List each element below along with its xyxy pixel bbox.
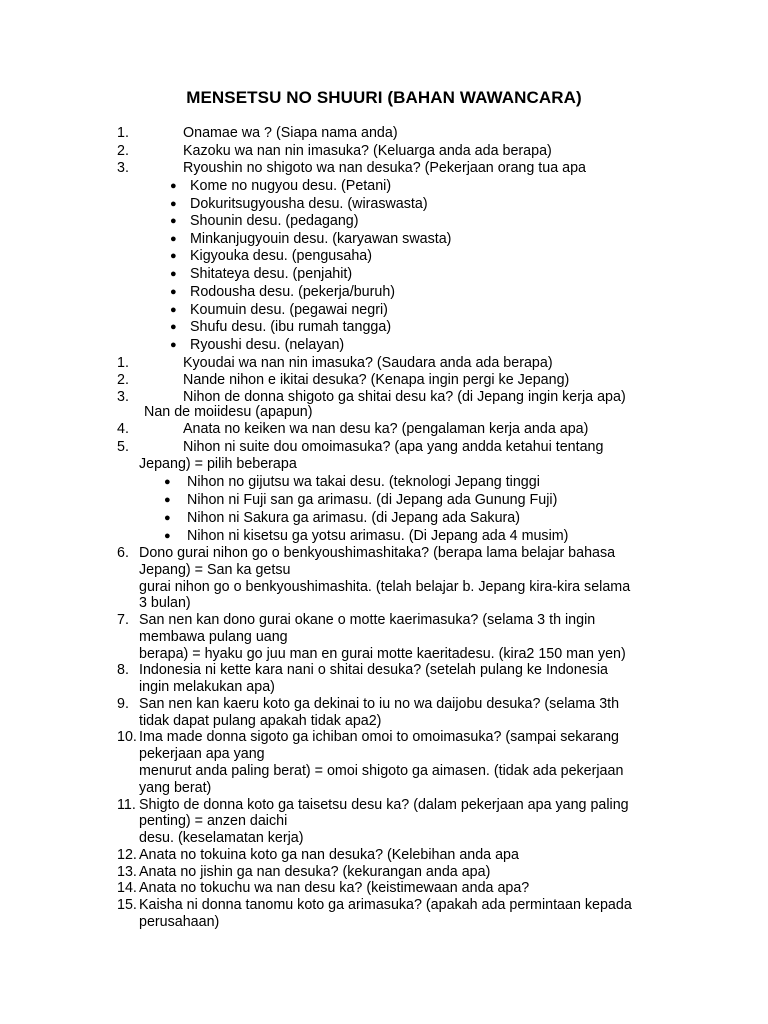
question-text: desu. (keselamatan kerja) (139, 830, 304, 846)
bullet-icon: ● (170, 321, 177, 333)
list-item: Kome no nugyou desu. (Petani) (190, 178, 392, 194)
question-text: Kaisha ni donna tanomu koto ga arimasuka? (apakah ada permintaan kepada (139, 897, 632, 913)
list-item: Rodousha desu. (pekerja/buruh) (190, 284, 396, 300)
bullet-icon: ● (164, 512, 171, 524)
question-text: ingin melakukan apa) (139, 679, 275, 695)
list-item: Shounin desu. (pedagang) (190, 213, 359, 229)
bullet-icon: ● (170, 286, 177, 298)
question-text: Indonesia ni kette kara nani o shitai desuka? (setelah pulang ke Indonesia (139, 662, 608, 678)
item-number: 2. (117, 143, 129, 159)
question-text: Nihon ni suite dou omoimasuka? (apa yang andda ketahui tentang (183, 439, 604, 455)
item-number: 1. (117, 355, 129, 371)
question-text: Dono gurai nihon go o benkyoushimashitaka? (berapa lama belajar bahasa (139, 545, 616, 561)
list-item: Nihon no gijutsu wa takai desu. (teknologi Jepang tinggi (187, 474, 540, 490)
question-text: menurut anda paling berat) = omoi shigoto ga aimasen. (tidak ada pekerjaan (139, 763, 624, 779)
bullet-icon: ● (164, 530, 171, 542)
document-title: MENSETSU NO SHUURI (BAHAN WAWANCARA) (186, 88, 582, 107)
question-text: San nen kan dono gurai okane o motte kaerimasuka? (selama 3 th ingin (139, 612, 596, 628)
question-text: Nan de moiidesu (apapun) (144, 404, 313, 420)
question-text: Jepang) = pilih beberapa (139, 456, 297, 472)
question-text: Anata no jishin ga nan desuka? (kekurangan anda apa) (139, 864, 491, 880)
bullet-icon: ● (170, 198, 177, 210)
bullet-icon: ● (170, 339, 177, 351)
question-text: Ryoushin no shigoto wa nan desuka? (Pekerjaan orang tua apa (183, 160, 586, 176)
list-item: Ryoushi desu. (nelayan) (190, 337, 345, 353)
item-number: 5. (117, 439, 129, 455)
list-item: Nihon ni Fuji san ga arimasu. (di Jepang ada Gunung Fuji) (187, 492, 558, 508)
item-number: 15. (117, 897, 137, 913)
question-text: yang berat) (139, 780, 212, 796)
question-text: gurai nihon go o benkyoushimashita. (telah belajar b. Jepang kira-kira selama (139, 579, 631, 595)
list-item: Kigyouka desu. (pengusaha) (190, 248, 373, 264)
question-text: Kazoku wa nan nin imasuka? (Keluarga anda ada berapa) (183, 143, 552, 159)
item-number: 10. (117, 729, 137, 745)
bullet-icon: ● (170, 250, 177, 262)
list-item: Shitateya desu. (penjahit) (190, 266, 353, 282)
bullet-icon: ● (164, 494, 171, 506)
item-number: 2. (117, 372, 129, 388)
question-text: 3 bulan) (139, 595, 191, 611)
bullet-icon: ● (164, 476, 171, 488)
question-text: tidak dapat pulang apakah tidak apa2) (139, 713, 382, 729)
question-text: penting) = anzen daichi (139, 813, 288, 829)
list-item: Nihon ni Sakura ga arimasu. (di Jepang ada Sakura) (187, 510, 520, 526)
item-number: 11. (117, 797, 136, 813)
question-text: Jepang) = San ka getsu (139, 562, 291, 578)
list-item: Minkanjugyouin desu. (karyawan swasta) (190, 231, 452, 247)
bullet-icon: ● (170, 304, 177, 316)
question-text: pekerjaan apa yang (139, 746, 265, 762)
question-text: Anata no tokuina koto ga nan desuka? (Kelebihan anda apa (139, 847, 519, 863)
question-text: berapa) = hyaku go juu man en gurai motte kaeritadesu. (kira2 150 man yen) (139, 646, 626, 662)
item-number: 4. (117, 421, 129, 437)
item-number: 8. (117, 662, 129, 678)
question-text: San nen kan kaeru koto ga dekinai to iu no wa daijobu desuka? (selama 3th (139, 696, 620, 712)
list-item: Nihon ni kisetsu ga yotsu arimasu. (Di Jepang ada 4 musim) (187, 528, 569, 544)
list-item: Shufu desu. (ibu rumah tangga) (190, 319, 392, 335)
bullet-icon: ● (170, 215, 177, 227)
question-text: perusahaan) (139, 914, 220, 930)
question-text: Anata no keiken wa nan desu ka? (pengalaman kerja anda apa) (183, 421, 589, 437)
question-text: Nihon de donna shigoto ga shitai desu ka? (di Jepang ingin kerja apa) (183, 389, 626, 405)
item-number: 9. (117, 696, 129, 712)
bullet-icon: ● (170, 233, 177, 245)
item-number: 1. (117, 125, 129, 141)
question-text: Anata no tokuchu wa nan desu ka? (keistimewaan anda apa? (139, 880, 530, 896)
list-item: Koumuin desu. (pegawai negri) (190, 302, 388, 318)
item-number: 12. (117, 847, 137, 863)
item-number: 3. (117, 160, 129, 176)
bullet-icon: ● (170, 268, 177, 280)
item-number: 14. (117, 880, 137, 896)
item-number: 7. (117, 612, 129, 628)
list-item: Dokuritsugyousha desu. (wiraswasta) (190, 196, 428, 212)
question-text: Onamae wa ? (Siapa nama anda) (183, 125, 398, 141)
question-text: Nande nihon e ikitai desuka? (Kenapa ingin pergi ke Jepang) (183, 372, 570, 388)
question-text: membawa pulang uang (139, 629, 288, 645)
item-number: 3. (117, 389, 129, 405)
question-text: Kyoudai wa nan nin imasuka? (Saudara anda ada berapa) (183, 355, 553, 371)
item-number: 6. (117, 545, 129, 561)
bullet-icon: ● (170, 180, 177, 192)
question-text: Ima made donna sigoto ga ichiban omoi to omoimasuka? (sampai sekarang (139, 729, 620, 745)
item-number: 13. (117, 864, 137, 880)
question-text: Shigto de donna koto ga taisetsu desu ka? (dalam pekerjaan apa yang paling (139, 797, 629, 813)
